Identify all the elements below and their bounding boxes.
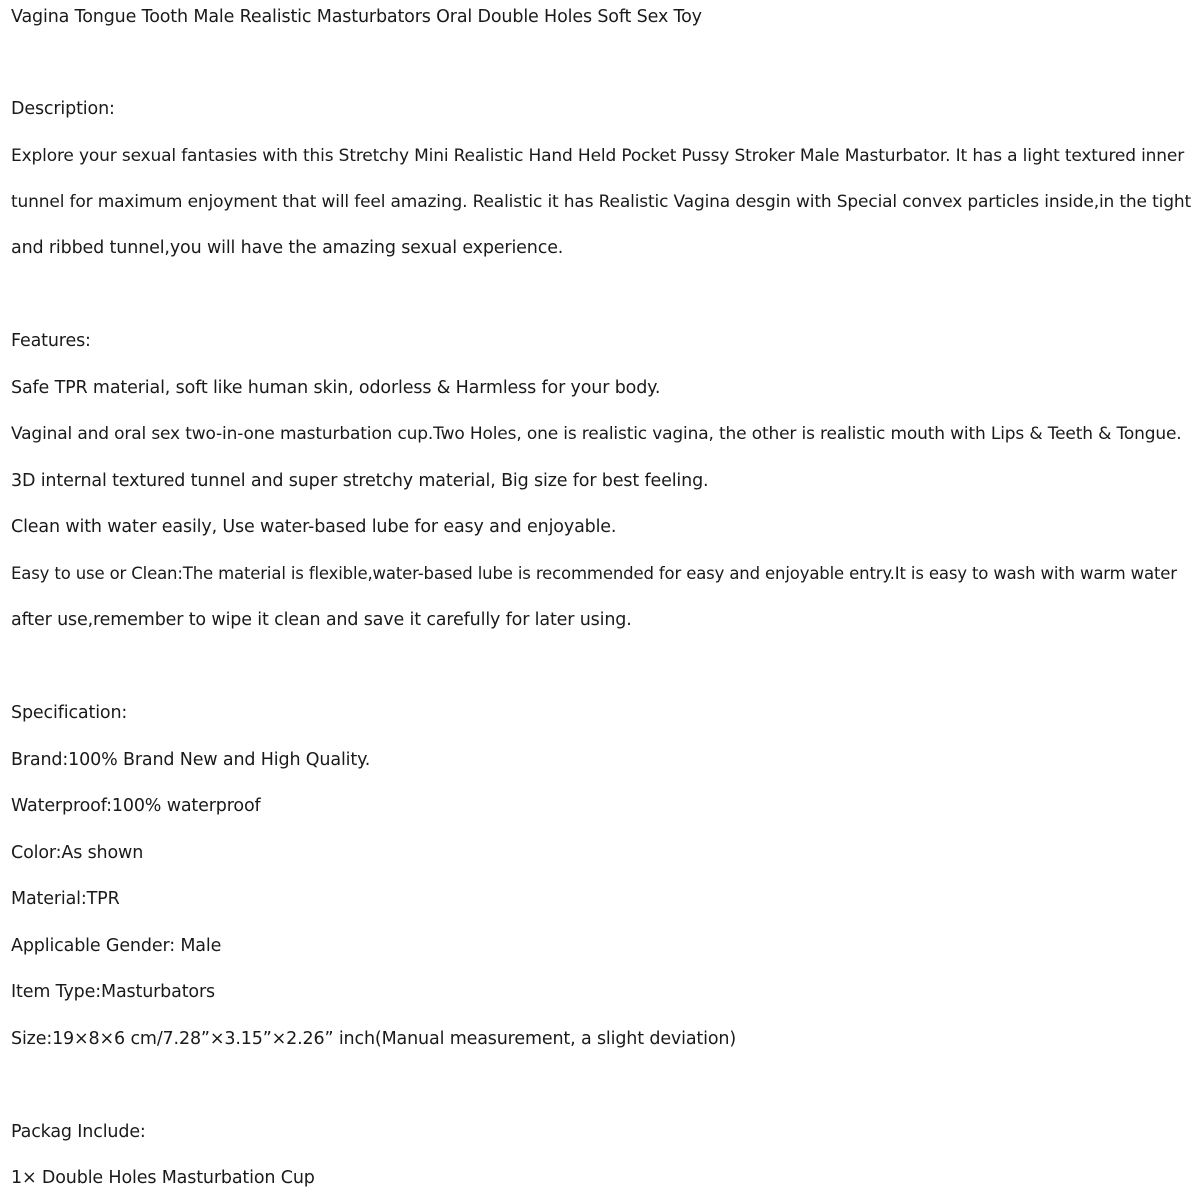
feature-line: Clean with water easily, Use water-based lube for easy and enjoyable. [11,517,617,537]
spec-item-type: Item Type:Masturbators [11,982,215,1002]
product-title: Vagina Tongue Tooth Male Realistic Masturbators Oral Double Holes Soft Sex Toy [11,7,702,27]
package-item: 1× Double Holes Masturbation Cup [11,1168,315,1188]
features-heading: Features: [11,331,91,351]
spec-color: Color:As shown [11,843,144,863]
spec-waterproof: Waterproof:100% waterproof [11,796,261,816]
feature-line: Vaginal and oral sex two-in-one masturbation cup.Two Holes, one is realistic vagina, the other is realistic mouth with Lips & Teeth & Tongue. [11,424,1182,444]
description-line: tunnel for maximum enjoyment that will feel amazing. Realistic it has Realistic Vagina desgin with Special convex particles inside,in the tight [11,192,1191,212]
feature-line: Easy to use or Clean:The material is flexible,water-based lube is recommended for easy and enjoyable entry.It is easy to wash with warm water [11,564,1177,583]
specification-heading: Specification: [11,703,128,723]
description-line: and ribbed tunnel,you will have the amazing sexual experience. [11,238,564,258]
feature-line: 3D internal textured tunnel and super stretchy material, Big size for best feeling. [11,471,709,491]
description-heading: Description: [11,99,115,119]
spec-brand: Brand:100% Brand New and High Quality. [11,750,371,770]
feature-line: after use,remember to wipe it clean and save it carefully for later using. [11,610,632,630]
spec-material: Material:TPR [11,889,120,909]
spec-size: Size:19×8×6 cm/7.28”×3.15”×2.26” inch(Manual measurement, a slight deviation) [11,1029,737,1049]
package-heading: Packag Include: [11,1122,146,1142]
description-line: Explore your sexual fantasies with this Stretchy Mini Realistic Hand Held Pocket Pussy Stroker Male Masturbator. It has a light textured inner [11,146,1185,166]
feature-line: Safe TPR material, soft like human skin, odorless & Harmless for your body. [11,378,661,398]
spec-gender: Applicable Gender: Male [11,936,222,956]
